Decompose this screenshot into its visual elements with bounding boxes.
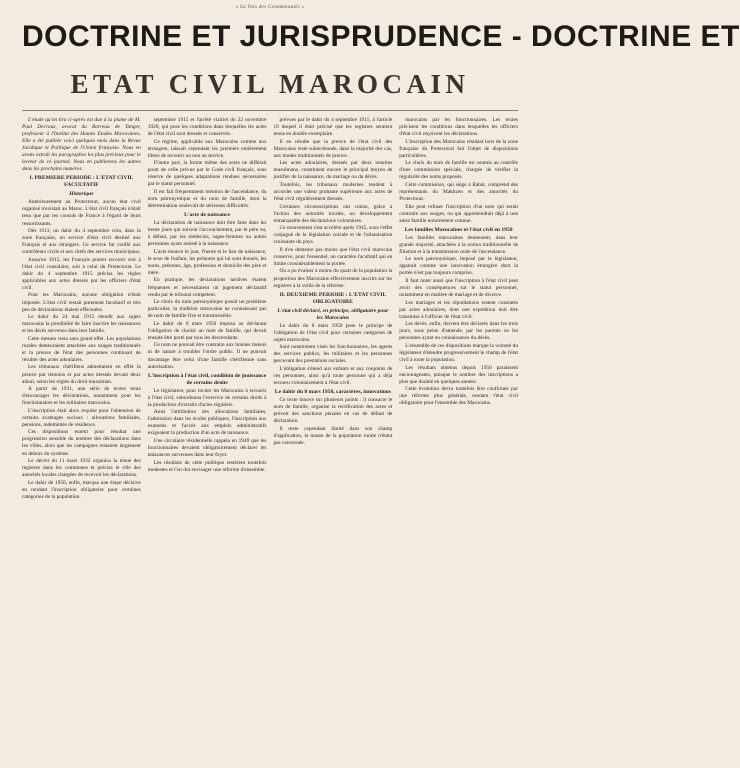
paragraph: D'autre part, la forme même des actes ne différait point de celle prévue par le Code civil français, sous réserve de quelques adaptations rendues nécessaires par le statut personnel. <box>147 160 267 188</box>
section-heading: Le dahir du 8 mars 1950, caractères, innovations <box>274 389 391 396</box>
paragraph: Les résultats de cette politique restèrent toutefois modestes et l'on dut envisager une réforme d'ensemble. <box>147 459 267 473</box>
paragraph: Il est fait fréquemment mention de l'ascendance, du nom patronymique et du nom de famille, dont la détermination soulevait de sérieuses difficultés. <box>147 188 267 210</box>
paragraph: L'inscription était alors requise pour l'obtention de certains avantages sociaux : allocations familiales, pensions, indemnités de résidence. <box>22 407 141 428</box>
paragraph: Il en résulte que la preuve de l'état civil des Marocains reste subordonnée, dans la majorité des cas, aux modes traditionnels de preuve. <box>273 138 393 159</box>
section-title: DOCTRINE ET JURISPRUDENCE - DOCTRINE ET <box>22 20 740 53</box>
section-heading: L'inscription à l'état civil, condition de jouissance de certains droits <box>148 372 267 386</box>
paragraph: L'inscription des Marocains résidant hors de la zone française du Protectorat fait l'objet de dispositions particulières. <box>399 138 518 159</box>
intro-paragraph: L'étude qu'on lira ci-après est due à la plume de M. Paul Decroux, avocat du Barreau de Tanger, professeur à l'Institut des Hautes Etudes Marocaines. Elle a été publiée voici quelques mois dans la Revue Juridique et Politique de l'Union française. Nous en avons extrait les paragraphes les plus précieux pour le lecteur de ce journal. Nous en publierons les autres dans les prochains numéros. <box>22 117 141 173</box>
paragraph: Ce régime, applicable aux Marocains comme aux étrangers, laissait cependant les premiers entièrement libres de recourir ou non au service. <box>147 138 267 159</box>
article-column-2 <box>148 117 267 725</box>
section-heading: II. DEUXIEME PERIODE : L'ETAT CIVIL OBLIGATOIRE <box>279 291 387 305</box>
subsection-heading: L'état civil déclaré, en principe, obligatoire pour les Marocains <box>277 307 389 321</box>
paragraph: prévues par le dahir du 4 septembre 1915, à l'article 19 duquel il était précisé que les registres seraient tenus en double exemplaire. <box>273 117 393 138</box>
page-title: ETAT CIVIL MAROCAIN <box>70 69 470 99</box>
paragraph: Le législateur, pour inciter les Marocains à recourir à l'état civil, subordonna l'exercice de certains droits à la production d'extraits d'actes réguliers. <box>147 387 267 408</box>
paragraph: Les résultats obtenus depuis 1950 paraissent encourageants, puisque le nombre des inscriptions a plus que doublé en quelques années. <box>399 364 518 385</box>
subsection-heading: Historique <box>69 191 94 198</box>
paragraph: Les familles marocaines demeurent, dans leur grande majorité, attachées à la notion traditionnelle de filiation et à la transmission orale de l'ascendance. <box>399 234 518 255</box>
paragraph: Toutefois, les tribunaux modernes tendent à accorder une valeur probante supérieure aux actes de l'état civil régulièrement dressés. <box>273 181 393 203</box>
paragraph: Ce nom ne pouvait être contraire aux bonnes mœurs ni de nature à troubler l'ordre public. Il ne pouvait davantage être celui d'une famille chérifienne sans autorisation. <box>147 342 267 370</box>
paragraph: Le choix du nom de famille est soumis au contrôle d'une commission spéciale, chargée de vérifier la régularité des noms proposés. <box>399 160 518 181</box>
paragraph: Il n'en demeure pas moins que l'état civil marocain conserve, pour l'essentiel, un caractère facultatif qui en limite considérablement la portée. <box>273 246 393 267</box>
paragraph: Le choix du nom patronymique posait un problème particulier, la tradition marocaine ne connaissant pas de nom de famille fixe et transmissible. <box>147 299 267 320</box>
divider <box>22 110 518 111</box>
section-heading: L'acte de naissance <box>184 212 231 219</box>
article-column-3 <box>274 117 393 725</box>
paragraph: marocains par les fonctionnaires. Les textes précisent les conditions dans lesquelles les officiers d'état civil reçoivent les déclarations. <box>399 117 518 138</box>
paragraph: Cette mesure resta sans grand effet. Les populations rurales demeuraient attachées aux usages traditionnels et la preuve de l'état des personnes continuait de résulter des actes adoulaires. <box>22 335 141 363</box>
section-heading: I. PREMIERE PERIODE : L'ETAT CIVIL FACULTATIF <box>29 175 134 189</box>
paragraph: On a pu évaluer à moins du quart de la population la proportion des Marocains effectivement inscrits sur les registres à la veille de la réforme. <box>273 268 393 289</box>
paragraph: Jusqu'en 1915, les Français purent recourir soit à l'état civil consulaire, soit à celui du Protectorat. Le dahir du 4 septembre 1915 précisa les règles applicables aux actes dressés par les officiers d'état civil. <box>22 256 141 291</box>
paragraph: Une circulaire résidentielle rappela en 1949 que les fonctionnaires devaient obligatoirement déclarer les naissances survenues dans leur foyer. <box>147 437 267 459</box>
paragraph: L'obligation s'étend aux enfants et aux conjoints de ces personnes, ainsi qu'à toute personne qui a déjà recouru volontairement à l'état civil. <box>273 365 393 386</box>
paragraph: Le décret du 11 mars 1932 organisa la tenue des registres dans les communes et précisa le rôle des autorités locales chargées de recevoir les déclarations. <box>22 458 141 479</box>
paragraph: Antérieurement au Protectorat, aucun état civil organisé n'existait au Maroc. L'état civil français n'était tenu que par les consuls de France à l'égard de leurs ressortissants. <box>22 199 141 227</box>
paragraph: Le nom patronymique, imposé par le législateur, apparaît comme une innovation étrangère dont la portée n'est pas toujours comprise. <box>399 256 518 277</box>
paragraph: Ainsi l'attribution des allocations familiales, l'admission dans les écoles publiques, l'inscription aux examens et l'accès aux emplois administratifs exigeaient la production d'un acte de naissance. <box>147 409 267 437</box>
article-column-1 <box>22 117 141 725</box>
paragraph: Certaines circonscriptions ont connu, grâce à l'action des autorités locales, un développement remarquable des déclarations volontaires. <box>273 203 393 224</box>
paragraph: Il reste cependant limité dans son champ d'application, la masse de la population rurale n'étant pas concernée. <box>273 425 393 446</box>
paragraph: La déclaration de naissance doit être faite dans les trente jours qui suivent l'accouchement, par le père ou, à défaut, par les médecins, sages-femmes ou autres personnes ayant assisté à la naissance. <box>147 220 267 248</box>
paragraph: Elle peut refuser l'inscription d'un nom qui serait contraire aux usages, ou qui appartiendrait déjà à une autre famille notoirement connue. <box>399 203 518 224</box>
paragraph: Le dahir de 1950, enfin, marqua une étape décisive en rendant l'inscription obligatoire pour certaines catégories de la population. <box>22 479 141 500</box>
paragraph: Ce mouvement s'est accéléré après 1945, sous l'effet conjugué de la législation sociale et de l'urbanisation croissante du pays. <box>273 225 393 246</box>
paragraph: septembre 1915 et l'arrêté viziriel du 22 novembre 1920, qui pose les conditions dans lesquelles les actes de l'état civil sont dressés et conservés. <box>147 117 267 138</box>
paragraph: Le dahir du 24 mai 1915 étendit aux sujets marocains la possibilité de faire inscrire les naissances et les décès survenus dans leur famille. <box>22 314 141 335</box>
paragraph: Ces dispositions eurent pour résultat une progression sensible du nombre des déclarations dans les villes, alors que les campagnes restaient largement en dehors du système. <box>22 429 141 457</box>
paragraph: En pratique, les déclarations tardives étaient fréquentes et nécessitaient un jugement déclaratif rendu par le tribunal compétent. <box>147 277 267 298</box>
running-header: « La Voix des Communautés » <box>235 5 305 10</box>
paragraph: Il faut noter aussi que l'inscription à l'état civil peut avoir des conséquences sur le statut personnel, notamment en matière de mariage et de divorce. <box>399 277 518 299</box>
paragraph: Sont notamment visés les fonctionnaires, les agents des services publics, les militaires et les personnes percevant des prestations sociales. <box>273 344 393 365</box>
paragraph: Ce texte innove sur plusieurs points : il consacre le nom de famille, organise la rectification des actes et prévoit des sanctions pénales en cas de défaut de déclaration. <box>273 397 393 425</box>
section-heading: Les familles Marocaines et l'état civil en 1950 <box>404 226 513 233</box>
paragraph: L'acte énonce le jour, l'heure et le lieu de naissance, le sexe de l'enfant, les prénoms qui lui sont donnés, les noms, prénoms, âge, profession et domicile des père et mère. <box>147 248 267 276</box>
paragraph: Dès 1913, un dahir du 4 septembre créa, dans la zone française, un service d'état civil destiné aux Français et aux étrangers. Ce service fut confié aux contrôleurs civils et aux chefs des services municipaux. <box>22 228 141 256</box>
paragraph: Cette évolution devra toutefois être confirmée par une réforme plus générale, rendant l'état civil obligatoire pour l'ensemble des Marocains. <box>399 386 518 407</box>
paragraph: Les mariages et les répudiations restent constatés par actes adoulaires, dont une expédition doit être transmise à l'officier de l'état civil. <box>399 299 518 320</box>
paragraph: Le dahir du 8 mars 1950 imposa au déclarant l'obligation de choisir un nom de famille, qui devait ensuite être porté par tous les descendants. <box>147 320 267 341</box>
paragraph: Les décès, enfin, doivent être déclarés dans les trois jours, sous peine d'amende, par les parents ou les personnes ayant eu connaissance du décès. <box>399 321 518 342</box>
paragraph: L'ensemble de ces dispositions marque la volonté du législateur d'étendre progressivement le champ de l'état civil à toute la population. <box>399 342 518 363</box>
paragraph: Le dahir du 8 mars 1950 pose le principe de l'obligation de l'état civil pour certaines catégories de sujets marocains. <box>273 322 393 343</box>
paragraph: Les actes adoulaires, dressés par deux notaires musulmans, constituent encore le principal moyen de justifier de la naissance, du mariage ou du décès. <box>273 160 393 181</box>
paragraph: Les tribunaux chérifiens admettaient en effet la preuve par témoins et par actes dressés devant deux adoul, selon les règles du droit musulman. <box>22 364 141 385</box>
paragraph: Pour les Marocains, aucune obligation n'était imposée. L'état civil restait purement facultatif et très peu de déclarations étaient effectuées. <box>22 292 141 313</box>
article-column-4 <box>399 117 518 725</box>
paragraph: A partir de 1931, une série de textes tenta d'encourager les déclarations, notamment pour les fonctionnaires et les militaires marocains. <box>22 386 141 407</box>
paragraph: Cette commission, qui siège à Rabat, comprend des représentants du Makhzen et des autorités du Protectorat. <box>399 181 518 203</box>
article-columns <box>22 117 518 725</box>
